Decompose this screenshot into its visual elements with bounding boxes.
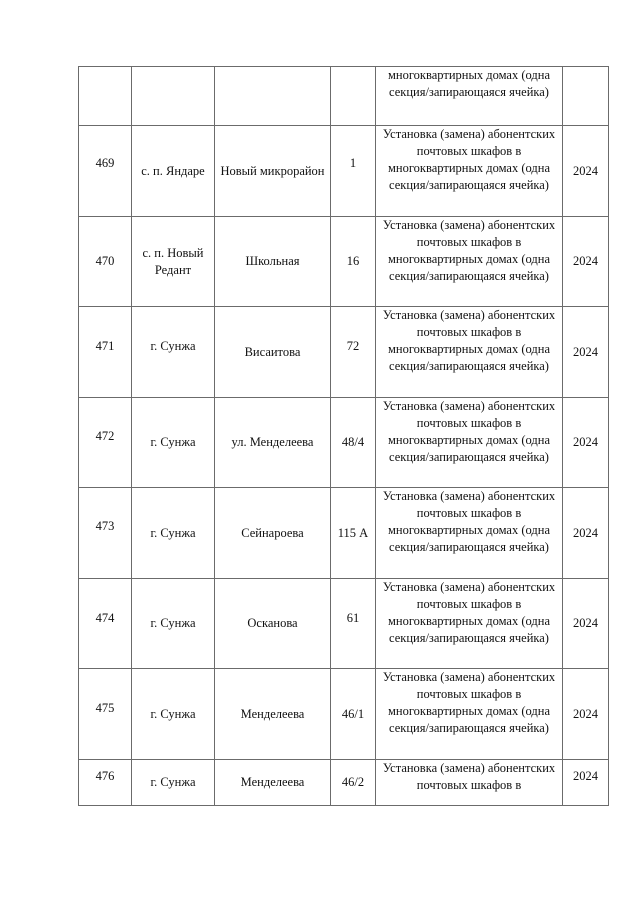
cell-street: Висаитова [215, 307, 331, 398]
cell-house: 16 [331, 217, 376, 307]
cell-year [563, 67, 609, 126]
table-row [79, 307, 609, 398]
cell-work [376, 488, 563, 579]
work-line: многоквартирных домах (одна [388, 614, 550, 628]
work-line: почтовых шкафов в [416, 416, 522, 430]
settlement-line: Редант [154, 262, 192, 277]
table-row-continuation [79, 67, 609, 126]
cell-year: 2024 [563, 760, 609, 806]
work-line: секция/запирающаяся ячейка) [389, 721, 549, 735]
work-line: почтовых шкафов в [416, 506, 522, 520]
cell-settlement [132, 217, 215, 307]
cell-work [376, 760, 563, 806]
work-line: секция/запирающаяся ячейка) [389, 85, 549, 99]
work-line: секция/запирающаяся ячейка) [389, 631, 549, 645]
cell-street: Сейнароева [215, 488, 331, 579]
cell-work [376, 126, 563, 217]
work-line: Установка (замена) абонентских [382, 399, 556, 413]
settlement-line: г. Сунжа [150, 339, 196, 353]
work-line: Установка (замена) абонентских [382, 127, 556, 141]
cell-house [331, 67, 376, 126]
work-line: Установка (замена) абонентских [382, 761, 556, 775]
work-line: почтовых шкафов в [416, 687, 522, 701]
cell-house: 115 А [331, 488, 376, 579]
cell-num: 471 [79, 307, 132, 398]
table-row [79, 217, 609, 307]
cell-house: 46/1 [331, 669, 376, 760]
work-line: секция/запирающаяся ячейка) [389, 269, 549, 283]
cell-year: 2024 [563, 307, 609, 398]
work-line: многоквартирных домах (одна [388, 523, 550, 537]
cell-settlement [132, 307, 215, 398]
cell-street [215, 67, 331, 126]
work-line: секция/запирающаяся ячейка) [389, 450, 549, 464]
table-row [79, 579, 609, 669]
cell-year: 2024 [563, 488, 609, 579]
settlement-line: г. Сунжа [150, 616, 196, 630]
cell-year: 2024 [563, 217, 609, 307]
cell-num [79, 67, 132, 126]
table-row [79, 669, 609, 760]
work-line: многоквартирных домах (одна [388, 342, 550, 356]
work-line: Установка (замена) абонентских [382, 218, 556, 232]
cell-num: 474 [79, 579, 132, 669]
cell-num: 475 [79, 669, 132, 760]
cell-num: 472 [79, 398, 132, 488]
work-line: почтовых шкафов в [416, 778, 522, 792]
cell-work [376, 67, 563, 126]
work-line: многоквартирных домах (одна [388, 161, 550, 175]
settlement-line: г. Сунжа [150, 435, 196, 449]
cell-street: Менделеева [215, 760, 331, 806]
settlement-line: с. п. Новый [142, 245, 204, 260]
work-line: многоквартирных домах (одна [388, 68, 550, 82]
cell-street: Менделеева [215, 669, 331, 760]
addresses-table [78, 66, 609, 806]
cell-settlement [132, 398, 215, 488]
cell-work [376, 307, 563, 398]
cell-year: 2024 [563, 669, 609, 760]
cell-street: ул. Менделеева [215, 398, 331, 488]
work-line: многоквартирных домах (одна [388, 252, 550, 266]
settlement-line: г. Сунжа [150, 775, 196, 789]
cell-num: 470 [79, 217, 132, 307]
work-line: Установка (замена) абонентских [382, 489, 556, 503]
cell-work [376, 579, 563, 669]
work-line: почтовых шкафов в [416, 597, 522, 611]
cell-street: Новый микрорайон [215, 126, 331, 217]
cell-settlement [132, 126, 215, 217]
cell-settlement [132, 669, 215, 760]
cell-house: 61 [331, 579, 376, 669]
work-line: многоквартирных домах (одна [388, 433, 550, 447]
cell-settlement [132, 760, 215, 806]
work-line: Установка (замена) абонентских [382, 580, 556, 594]
cell-house: 1 [331, 126, 376, 217]
table-row [79, 760, 609, 806]
work-line: секция/запирающаяся ячейка) [389, 540, 549, 554]
cell-settlement [132, 488, 215, 579]
work-line: Установка (замена) абонентских [382, 308, 556, 322]
work-line: почтовых шкафов в [416, 325, 522, 339]
cell-year: 2024 [563, 398, 609, 488]
cell-settlement [132, 579, 215, 669]
table-row [79, 126, 609, 217]
cell-settlement [132, 67, 215, 126]
cell-year: 2024 [563, 126, 609, 217]
cell-house: 46/2 [331, 760, 376, 806]
settlement-line: с. п. Яндаре [141, 163, 205, 178]
work-line: почтовых шкафов в [416, 235, 522, 249]
cell-house: 72 [331, 307, 376, 398]
cell-num: 473 [79, 488, 132, 579]
cell-num: 469 [79, 126, 132, 217]
cell-year: 2024 [563, 579, 609, 669]
cell-num: 476 [79, 760, 132, 806]
table-row [79, 398, 609, 488]
cell-work [376, 217, 563, 307]
cell-house: 48/4 [331, 398, 376, 488]
cell-work [376, 669, 563, 760]
settlement-line: г. Сунжа [150, 525, 196, 540]
work-line: секция/запирающаяся ячейка) [389, 178, 549, 192]
work-line: секция/запирающаяся ячейка) [389, 359, 549, 373]
cell-street: Осканова [215, 579, 331, 669]
cell-street: Школьная [215, 217, 331, 307]
work-line: почтовых шкафов в [416, 144, 522, 158]
work-line: многоквартирных домах (одна [388, 704, 550, 718]
work-line: Установка (замена) абонентских [382, 670, 556, 684]
settlement-line: г. Сунжа [150, 706, 196, 721]
cell-work [376, 398, 563, 488]
table-row [79, 488, 609, 579]
